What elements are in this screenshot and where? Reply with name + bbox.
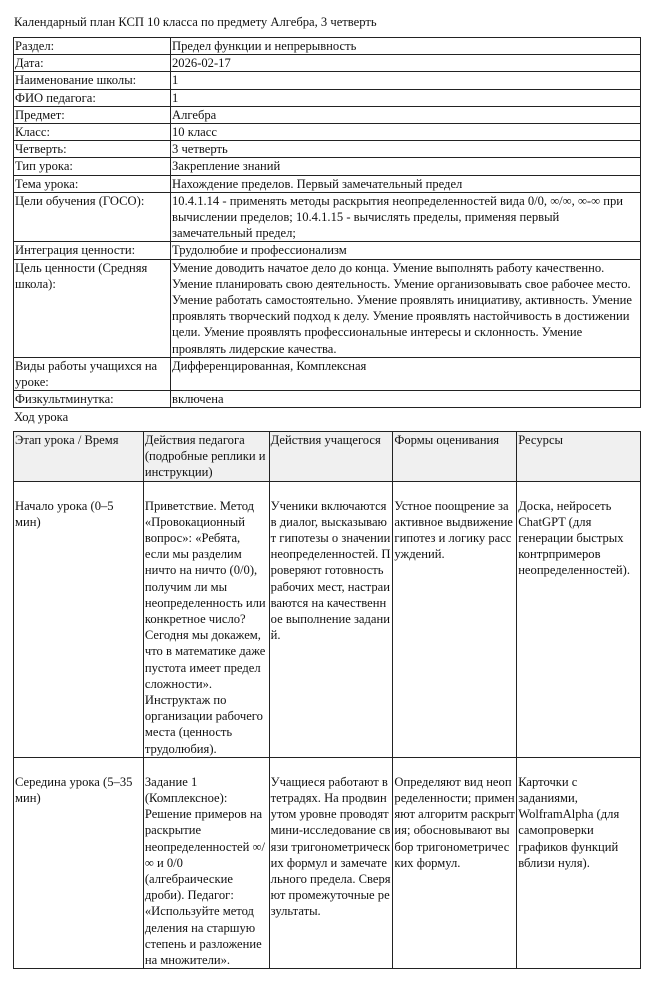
info-row [14,158,641,175]
info-value: Умение доводить начатое дело до конца. Умение выполнять работу качественно. Умение планировать свою деятельность. Умение организовывать свое рабочее место. Умение работать самостоятельно. Умение проявлять инициативу, активность. Умение проявлять творческий подход к делу. Умение проявлять настойчивость в достижении цели. Умение проявлять профессиональные интересы и склонность. Умение проявлять лидерские качества. [171,259,641,357]
info-value: 2026-02-17 [171,55,641,72]
plan-row [14,757,641,968]
plan-assessment-cell: Устное поощрение за активное выдвижение гипотез и логику рассуждений. [393,481,517,757]
info-label: Физкультминутка: [14,391,171,408]
plan-teacher-cell: Задание 1 (Комплексное): Решение примеров на раскрытие неопределенностей ∞/∞ и 0/0 (алгебраические дроби). Педагог: «Используйте метод деления на старшую степень и разложение на множители». [143,757,269,968]
info-value: Нахождение пределов. Первый замечательный предел [171,175,641,192]
lesson-info-table [13,37,641,408]
info-row [14,242,641,259]
info-label: Виды работы учащихся на уроке: [14,357,171,390]
plan-header-row [14,432,641,482]
plan-student-cell: Учащиеся работают в тетрадях. На продвинутом уровне проводят мини-исследование связи тригонометрических формул и замечательного предела. Сверяют промежуточные результаты. [269,757,393,968]
info-value: 10 класс [171,124,641,141]
info-label: Класс: [14,124,171,141]
info-row [14,175,641,192]
info-label: Раздел: [14,38,171,55]
info-value: 1 [171,89,641,106]
info-label: Интеграция ценности: [14,242,171,259]
info-value: 10.4.1.14 - применять методы раскрытия неопределенностей вида 0/0, ∞/∞, ∞-∞ при вычислении пределов; 10.4.1.15 - вычислять пределы, применяя первый замечательный предел; [171,192,641,242]
info-row [14,38,641,55]
header-resources: Ресурсы [517,432,641,482]
header-stage: Этап урока / Время [14,432,144,482]
info-row [14,192,641,242]
info-row [14,357,641,390]
plan-teacher-cell: Приветствие. Метод «Провокационный вопрос»: «Ребята, если мы разделим ничто на ничто (0/0), получим ли мы неопределенность или конкретное число? Сегодня мы докажем, что в математике даже пустота имеет предел сложности». Инструктаж по организации рабочего места (ценность трудолюбия). [143,481,269,757]
lesson-info-body [14,38,641,408]
header-teacher-actions: Действия педагога (подробные реплики и инструкции) [143,432,269,482]
info-label: Цели обучения (ГОСО): [14,192,171,242]
info-value: включена [171,391,641,408]
plan-assessment-cell: Определяют вид неопределенности; применяют алгоритм раскрытия; обосновывают выбор тригонометрических формул. [393,757,517,968]
info-row [14,124,641,141]
plan-resources-cell: Доска, нейросеть ChatGPT (для генерации быстрых контрпримеров неопределенностей). [517,481,641,757]
lesson-plan-table [13,431,641,969]
info-label: Тема урока: [14,175,171,192]
info-label: Тип урока: [14,158,171,175]
header-student-actions: Действия учащегося [269,432,393,482]
lesson-plan-body [14,481,641,969]
header-assessment: Формы оценивания [393,432,517,482]
info-row [14,89,641,106]
info-row [14,55,641,72]
plan-stage-cell: Начало урока (0–5 мин) [14,481,144,757]
info-value: Предел функции и непрерывность [171,38,641,55]
info-value: Алгебра [171,106,641,123]
info-label: Наименование школы: [14,72,171,89]
info-value: Закрепление знаний [171,158,641,175]
info-value: 1 [171,72,641,89]
info-row [14,259,641,357]
plan-row [14,481,641,757]
plan-resources-cell: Карточки с заданиями, WolframAlpha (для самопроверки графиков функций вблизи нуля). [517,757,641,968]
info-label: Дата: [14,55,171,72]
info-label: Цель ценности (Средняя школа): [14,259,171,357]
info-value: Дифференцированная, Комплексная [171,357,641,390]
plan-student-cell: Ученики включаются в диалог, высказывают гипотезы о значении неопределенностей. Проверяют готовность рабочих мест, настраиваются на качественное выполнение заданий. [269,481,393,757]
info-row [14,391,641,408]
document-title: Календарный план КСП 10 класса по предмету Алгебра, 3 четверть [14,15,377,29]
info-label: ФИО педагога: [14,89,171,106]
plan-stage-cell: Середина урока (5–35 мин) [14,757,144,968]
info-value: Трудолюбие и профессионализм [171,242,641,259]
info-row [14,106,641,123]
info-value: 3 четверть [171,141,641,158]
info-label: Четверть: [14,141,171,158]
info-label: Предмет: [14,106,171,123]
info-row [14,141,641,158]
section-heading: Ход урока [14,410,69,424]
info-row [14,72,641,89]
